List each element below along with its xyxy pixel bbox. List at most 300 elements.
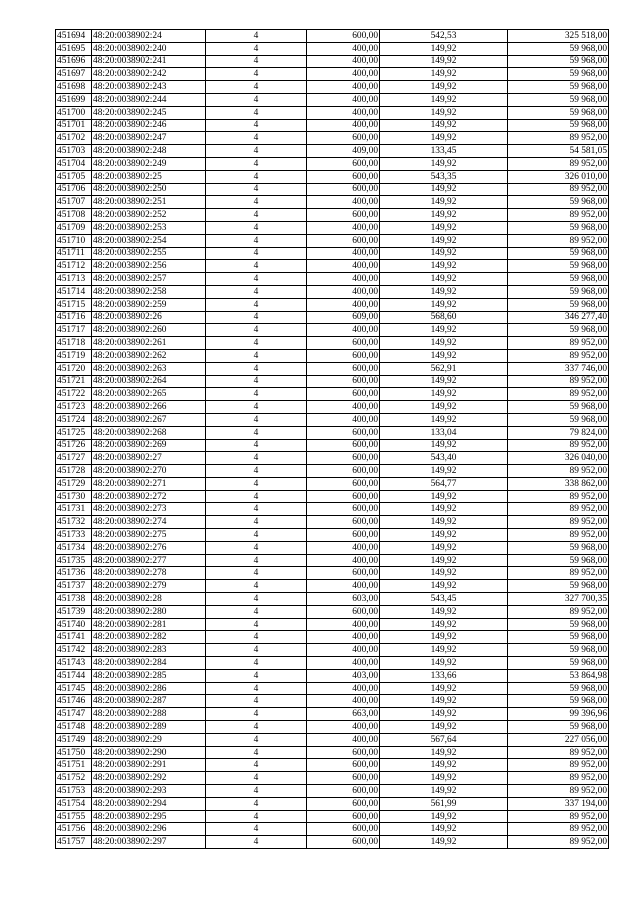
total-value-cell: 89 952,00 (508, 490, 609, 503)
cadastral-number-cell: 48:20:0038902:283 (92, 644, 206, 657)
area-cell: 600,00 (307, 823, 380, 836)
area-cell: 600,00 (307, 477, 380, 490)
price-cell: 543,45 (380, 593, 508, 606)
total-value-cell: 326 040,00 (508, 452, 609, 465)
total-value-cell: 89 952,00 (508, 349, 609, 362)
cadastral-number-cell: 48:20:0038902:267 (92, 413, 206, 426)
cadastral-number-cell: 48:20:0038902:295 (92, 810, 206, 823)
cadastral-number-cell: 48:20:0038902:240 (92, 42, 206, 55)
table-row (56, 503, 609, 516)
cadastral-number-cell: 48:20:0038902:262 (92, 349, 206, 362)
price-cell: 149,92 (380, 42, 508, 55)
cadastral-number-cell: 48:20:0038902:24 (92, 30, 206, 43)
record-id-cell: 451753 (56, 785, 92, 798)
class-cell: 4 (206, 375, 307, 388)
total-value-cell: 59 968,00 (508, 247, 609, 260)
table-row (56, 68, 609, 81)
area-cell: 400,00 (307, 644, 380, 657)
price-cell: 149,92 (380, 529, 508, 542)
cadastral-number-cell: 48:20:0038902:297 (92, 836, 206, 849)
total-value-cell: 89 952,00 (508, 388, 609, 401)
area-cell: 600,00 (307, 836, 380, 849)
cadastral-number-cell: 48:20:0038902:270 (92, 465, 206, 478)
area-cell: 603,00 (307, 593, 380, 606)
class-cell: 4 (206, 644, 307, 657)
class-cell: 4 (206, 631, 307, 644)
area-cell: 600,00 (307, 567, 380, 580)
record-id-cell: 451740 (56, 618, 92, 631)
class-cell: 4 (206, 477, 307, 490)
price-cell: 149,92 (380, 81, 508, 94)
class-cell: 4 (206, 759, 307, 772)
record-id-cell: 451704 (56, 157, 92, 170)
total-value-cell: 59 968,00 (508, 644, 609, 657)
price-cell: 149,92 (380, 439, 508, 452)
price-cell: 562,91 (380, 362, 508, 375)
table-row (56, 695, 609, 708)
price-cell: 149,92 (380, 55, 508, 68)
class-cell: 4 (206, 797, 307, 810)
record-id-cell: 451710 (56, 234, 92, 247)
table-row (56, 657, 609, 670)
area-cell: 600,00 (307, 490, 380, 503)
total-value-cell: 337 194,00 (508, 797, 609, 810)
area-cell: 400,00 (307, 81, 380, 94)
record-id-cell: 451756 (56, 823, 92, 836)
table-row (56, 541, 609, 554)
price-cell: 149,92 (380, 810, 508, 823)
cadastral-number-cell: 48:20:0038902:291 (92, 759, 206, 772)
area-cell: 400,00 (307, 247, 380, 260)
area-cell: 600,00 (307, 209, 380, 222)
record-id-cell: 451700 (56, 106, 92, 119)
area-cell: 600,00 (307, 516, 380, 529)
total-value-cell: 89 952,00 (508, 785, 609, 798)
area-cell: 400,00 (307, 273, 380, 286)
cadastral-number-cell: 48:20:0038902:282 (92, 631, 206, 644)
class-cell: 4 (206, 772, 307, 785)
total-value-cell: 99 396,96 (508, 708, 609, 721)
table-row (56, 669, 609, 682)
record-id-cell: 451706 (56, 183, 92, 196)
record-id-cell: 451737 (56, 580, 92, 593)
record-id-cell: 451732 (56, 516, 92, 529)
cadastral-number-cell: 48:20:0038902:250 (92, 183, 206, 196)
area-cell: 600,00 (307, 503, 380, 516)
table-row (56, 529, 609, 542)
table-row (56, 733, 609, 746)
area-cell: 600,00 (307, 465, 380, 478)
record-id-cell: 451699 (56, 93, 92, 106)
record-id-cell: 451750 (56, 746, 92, 759)
area-cell: 400,00 (307, 554, 380, 567)
price-cell: 149,92 (380, 567, 508, 580)
table-row (56, 836, 609, 849)
record-id-cell: 451731 (56, 503, 92, 516)
cadastral-number-cell: 48:20:0038902:294 (92, 797, 206, 810)
table-row (56, 324, 609, 337)
record-id-cell: 451708 (56, 209, 92, 222)
table-row (56, 209, 609, 222)
price-cell: 149,92 (380, 785, 508, 798)
class-cell: 4 (206, 503, 307, 516)
price-cell: 149,92 (380, 516, 508, 529)
cadastral-number-cell: 48:20:0038902:271 (92, 477, 206, 490)
total-value-cell: 59 968,00 (508, 68, 609, 81)
cadastral-number-cell: 48:20:0038902:254 (92, 234, 206, 247)
area-cell: 400,00 (307, 106, 380, 119)
price-cell: 149,92 (380, 196, 508, 209)
area-cell: 400,00 (307, 221, 380, 234)
price-cell: 149,92 (380, 695, 508, 708)
total-value-cell: 89 952,00 (508, 605, 609, 618)
cadastral-number-cell: 48:20:0038902:278 (92, 567, 206, 580)
class-cell: 4 (206, 413, 307, 426)
record-id-cell: 451749 (56, 733, 92, 746)
price-cell: 149,92 (380, 324, 508, 337)
price-cell: 149,92 (380, 631, 508, 644)
class-cell: 4 (206, 426, 307, 439)
record-id-cell: 451718 (56, 337, 92, 350)
total-value-cell: 325 518,00 (508, 30, 609, 43)
cadastral-number-cell: 48:20:0038902:259 (92, 298, 206, 311)
record-id-cell: 451754 (56, 797, 92, 810)
record-id-cell: 451712 (56, 260, 92, 273)
class-cell: 4 (206, 247, 307, 260)
area-cell: 400,00 (307, 42, 380, 55)
area-cell: 600,00 (307, 157, 380, 170)
class-cell: 4 (206, 81, 307, 94)
record-id-cell: 451724 (56, 413, 92, 426)
total-value-cell: 54 581,05 (508, 145, 609, 158)
record-id-cell: 451702 (56, 132, 92, 145)
total-value-cell: 89 952,00 (508, 337, 609, 350)
table-row (56, 55, 609, 68)
price-cell: 149,92 (380, 759, 508, 772)
class-cell: 4 (206, 721, 307, 734)
class-cell: 4 (206, 324, 307, 337)
price-cell: 568,60 (380, 311, 508, 324)
area-cell: 600,00 (307, 426, 380, 439)
area-cell: 400,00 (307, 618, 380, 631)
table-row (56, 42, 609, 55)
class-cell: 4 (206, 337, 307, 350)
price-cell: 543,35 (380, 170, 508, 183)
area-cell: 600,00 (307, 362, 380, 375)
cadastral-number-cell: 48:20:0038902:275 (92, 529, 206, 542)
class-cell: 4 (206, 746, 307, 759)
class-cell: 4 (206, 93, 307, 106)
record-id-cell: 451696 (56, 55, 92, 68)
record-id-cell: 451703 (56, 145, 92, 158)
area-cell: 400,00 (307, 285, 380, 298)
record-id-cell: 451743 (56, 657, 92, 670)
total-value-cell: 59 968,00 (508, 273, 609, 286)
cadastral-number-cell: 48:20:0038902:252 (92, 209, 206, 222)
table-body (56, 30, 609, 849)
record-id-cell: 451725 (56, 426, 92, 439)
area-cell: 400,00 (307, 324, 380, 337)
area-cell: 409,00 (307, 145, 380, 158)
price-cell: 149,92 (380, 247, 508, 260)
cadastral-number-cell: 48:20:0038902:256 (92, 260, 206, 273)
price-cell: 149,92 (380, 221, 508, 234)
price-cell: 149,92 (380, 119, 508, 132)
area-cell: 600,00 (307, 529, 380, 542)
table-row (56, 708, 609, 721)
class-cell: 4 (206, 145, 307, 158)
class-cell: 4 (206, 273, 307, 286)
table-row (56, 170, 609, 183)
class-cell: 4 (206, 362, 307, 375)
cadastral-number-cell: 48:20:0038902:261 (92, 337, 206, 350)
total-value-cell: 59 968,00 (508, 81, 609, 94)
cadastral-number-cell: 48:20:0038902:280 (92, 605, 206, 618)
class-cell: 4 (206, 490, 307, 503)
table-row (56, 593, 609, 606)
area-cell: 400,00 (307, 657, 380, 670)
cadastral-number-cell: 48:20:0038902:268 (92, 426, 206, 439)
price-cell: 149,92 (380, 644, 508, 657)
table-row (56, 772, 609, 785)
class-cell: 4 (206, 388, 307, 401)
table-row (56, 157, 609, 170)
area-cell: 600,00 (307, 349, 380, 362)
area-cell: 400,00 (307, 580, 380, 593)
cadastral-number-cell: 48:20:0038902:287 (92, 695, 206, 708)
table-row (56, 413, 609, 426)
total-value-cell: 59 968,00 (508, 401, 609, 414)
cadastral-number-cell: 48:20:0038902:246 (92, 119, 206, 132)
class-cell: 4 (206, 298, 307, 311)
table-row (56, 30, 609, 43)
total-value-cell: 59 968,00 (508, 221, 609, 234)
price-cell: 149,92 (380, 823, 508, 836)
price-cell: 133,45 (380, 145, 508, 158)
record-id-cell: 451713 (56, 273, 92, 286)
price-cell: 149,92 (380, 285, 508, 298)
table-row (56, 285, 609, 298)
class-cell: 4 (206, 541, 307, 554)
cadastral-number-cell: 48:20:0038902:289 (92, 721, 206, 734)
cadastral-number-cell: 48:20:0038902:263 (92, 362, 206, 375)
total-value-cell: 89 952,00 (508, 746, 609, 759)
total-value-cell: 59 968,00 (508, 93, 609, 106)
total-value-cell: 89 952,00 (508, 529, 609, 542)
area-cell: 600,00 (307, 785, 380, 798)
cadastral-number-cell: 48:20:0038902:26 (92, 311, 206, 324)
cadastral-number-cell: 48:20:0038902:27 (92, 452, 206, 465)
cadastral-number-cell: 48:20:0038902:29 (92, 733, 206, 746)
table-row (56, 605, 609, 618)
area-cell: 600,00 (307, 810, 380, 823)
price-cell: 149,92 (380, 490, 508, 503)
total-value-cell: 59 968,00 (508, 721, 609, 734)
area-cell: 400,00 (307, 413, 380, 426)
cadastral-number-cell: 48:20:0038902:253 (92, 221, 206, 234)
total-value-cell: 89 952,00 (508, 567, 609, 580)
class-cell: 4 (206, 209, 307, 222)
price-cell: 149,92 (380, 234, 508, 247)
total-value-cell: 59 968,00 (508, 42, 609, 55)
total-value-cell: 227 056,00 (508, 733, 609, 746)
area-cell: 400,00 (307, 733, 380, 746)
total-value-cell: 89 952,00 (508, 439, 609, 452)
area-cell: 600,00 (307, 388, 380, 401)
table-row (56, 349, 609, 362)
price-cell: 561,99 (380, 797, 508, 810)
total-value-cell: 59 968,00 (508, 695, 609, 708)
total-value-cell: 89 952,00 (508, 157, 609, 170)
table-row (56, 490, 609, 503)
total-value-cell: 89 952,00 (508, 759, 609, 772)
record-id-cell: 451751 (56, 759, 92, 772)
area-cell: 400,00 (307, 541, 380, 554)
record-id-cell: 451755 (56, 810, 92, 823)
record-id-cell: 451733 (56, 529, 92, 542)
class-cell: 4 (206, 439, 307, 452)
area-cell: 400,00 (307, 93, 380, 106)
price-cell: 149,92 (380, 465, 508, 478)
cadastral-number-cell: 48:20:0038902:288 (92, 708, 206, 721)
class-cell: 4 (206, 605, 307, 618)
area-cell: 600,00 (307, 375, 380, 388)
record-id-cell: 451719 (56, 349, 92, 362)
class-cell: 4 (206, 554, 307, 567)
price-cell: 149,92 (380, 682, 508, 695)
record-id-cell: 451707 (56, 196, 92, 209)
cadastral-number-cell: 48:20:0038902:284 (92, 657, 206, 670)
price-cell: 149,92 (380, 746, 508, 759)
price-cell: 149,92 (380, 93, 508, 106)
price-cell: 133,66 (380, 669, 508, 682)
class-cell: 4 (206, 170, 307, 183)
class-cell: 4 (206, 234, 307, 247)
total-value-cell: 53 864,98 (508, 669, 609, 682)
price-cell: 149,92 (380, 708, 508, 721)
record-id-cell: 451739 (56, 605, 92, 618)
total-value-cell: 346 277,40 (508, 311, 609, 324)
table-row (56, 797, 609, 810)
table-row (56, 580, 609, 593)
area-cell: 400,00 (307, 682, 380, 695)
total-value-cell: 89 952,00 (508, 810, 609, 823)
price-cell: 149,92 (380, 337, 508, 350)
total-value-cell: 89 952,00 (508, 503, 609, 516)
total-value-cell: 89 952,00 (508, 209, 609, 222)
table-row (56, 554, 609, 567)
table-row (56, 439, 609, 452)
cadastral-number-cell: 48:20:0038902:244 (92, 93, 206, 106)
class-cell: 4 (206, 221, 307, 234)
record-id-cell: 451722 (56, 388, 92, 401)
area-cell: 600,00 (307, 170, 380, 183)
cadastral-number-cell: 48:20:0038902:292 (92, 772, 206, 785)
total-value-cell: 59 968,00 (508, 580, 609, 593)
class-cell: 4 (206, 657, 307, 670)
area-cell: 600,00 (307, 797, 380, 810)
record-id-cell: 451715 (56, 298, 92, 311)
total-value-cell: 59 968,00 (508, 554, 609, 567)
total-value-cell: 326 010,00 (508, 170, 609, 183)
cadastral-number-cell: 48:20:0038902:260 (92, 324, 206, 337)
class-cell: 4 (206, 682, 307, 695)
class-cell: 4 (206, 132, 307, 145)
class-cell: 4 (206, 401, 307, 414)
class-cell: 4 (206, 311, 307, 324)
table-row (56, 810, 609, 823)
total-value-cell: 59 968,00 (508, 106, 609, 119)
record-id-cell: 451695 (56, 42, 92, 55)
cadastral-number-cell: 48:20:0038902:247 (92, 132, 206, 145)
record-id-cell: 451728 (56, 465, 92, 478)
total-value-cell: 59 968,00 (508, 298, 609, 311)
record-id-cell: 451705 (56, 170, 92, 183)
table-row (56, 234, 609, 247)
cadastral-number-cell: 48:20:0038902:281 (92, 618, 206, 631)
class-cell: 4 (206, 669, 307, 682)
total-value-cell: 59 968,00 (508, 657, 609, 670)
class-cell: 4 (206, 452, 307, 465)
record-id-cell: 451720 (56, 362, 92, 375)
table-row (56, 682, 609, 695)
class-cell: 4 (206, 733, 307, 746)
area-cell: 663,00 (307, 708, 380, 721)
table-row (56, 631, 609, 644)
class-cell: 4 (206, 529, 307, 542)
area-cell: 400,00 (307, 721, 380, 734)
table-row (56, 567, 609, 580)
area-cell: 600,00 (307, 234, 380, 247)
total-value-cell: 59 968,00 (508, 55, 609, 68)
table-row (56, 401, 609, 414)
area-cell: 400,00 (307, 401, 380, 414)
record-id-cell: 451734 (56, 541, 92, 554)
class-cell: 4 (206, 183, 307, 196)
price-cell: 149,92 (380, 721, 508, 734)
cadastral-number-cell: 48:20:0038902:279 (92, 580, 206, 593)
record-id-cell: 451729 (56, 477, 92, 490)
table-row (56, 746, 609, 759)
price-cell: 149,92 (380, 183, 508, 196)
record-id-cell: 451697 (56, 68, 92, 81)
record-id-cell: 451717 (56, 324, 92, 337)
cadastral-number-cell: 48:20:0038902:286 (92, 682, 206, 695)
area-cell: 600,00 (307, 30, 380, 43)
total-value-cell: 59 968,00 (508, 324, 609, 337)
total-value-cell: 327 700,35 (508, 593, 609, 606)
cadastral-number-cell: 48:20:0038902:255 (92, 247, 206, 260)
price-cell: 149,92 (380, 580, 508, 593)
table-row (56, 644, 609, 657)
class-cell: 4 (206, 55, 307, 68)
area-cell: 600,00 (307, 452, 380, 465)
class-cell: 4 (206, 708, 307, 721)
table-row (56, 785, 609, 798)
table-row (56, 477, 609, 490)
record-id-cell: 451741 (56, 631, 92, 644)
table-row (56, 273, 609, 286)
class-cell: 4 (206, 349, 307, 362)
cadastral-number-cell: 48:20:0038902:272 (92, 490, 206, 503)
area-cell: 400,00 (307, 695, 380, 708)
total-value-cell: 59 968,00 (508, 285, 609, 298)
table-row (56, 132, 609, 145)
cadastral-number-cell: 48:20:0038902:28 (92, 593, 206, 606)
record-id-cell: 451726 (56, 439, 92, 452)
price-cell: 149,92 (380, 657, 508, 670)
class-cell: 4 (206, 30, 307, 43)
